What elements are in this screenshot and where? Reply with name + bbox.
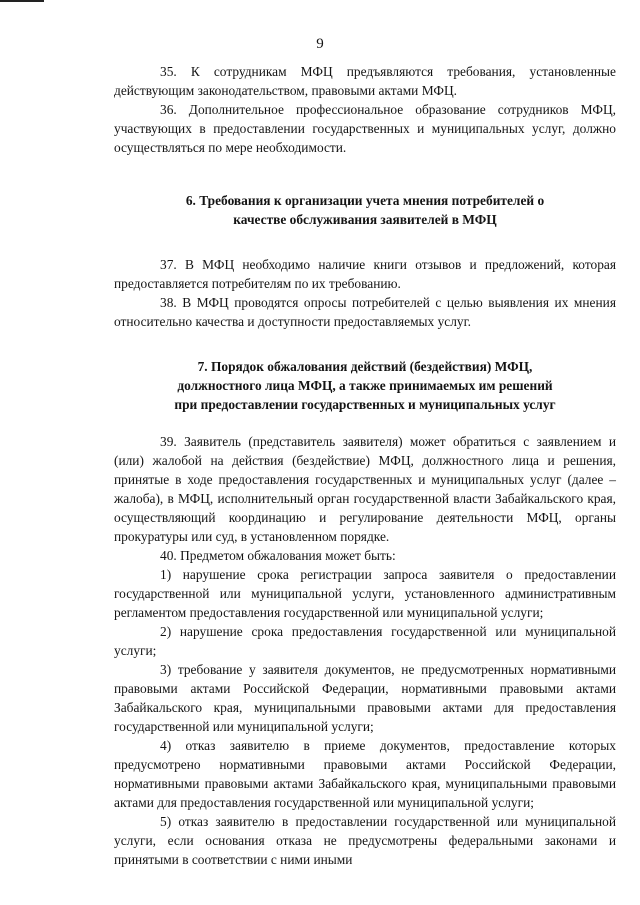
section-6-heading-line-1: 6. Требования к организации учета мнения потребителей о: [185, 193, 545, 208]
list-item-2: 2) нарушение срока предоставления государственной или муниципальной услуги;: [114, 624, 616, 658]
page-body: [114, 62, 616, 869]
paragraph-36: 36. Дополнительное профессиональное образование сотрудников МФЦ, участвующих в предоставлении государственных и муниципальных услуг, должно осуществляться по мере необходимости.: [114, 102, 616, 155]
list-item-4: 4) отказ заявителю в приеме документов, предоставление которых предусмотрено нормативными правовыми актами Российской Федерации, нормативными правовыми актами Забайкальского края, муниципальными правовыми актами для предоставления государственной или муниципальной услуги;: [114, 738, 616, 810]
paragraph-39: 39. Заявитель (представитель заявителя) может обратиться с заявлением и (или) жалобой на действия (бездействие) МФЦ, должностного лица и решения, принятые в ходе предоставления государственных и муниципальных услуг (далее – жалоба), в МФЦ, исполнительный орган государственной власти Забайкальского края, осуществляющий координацию и регулирование деятельности МФЦ, органы прокуратуры или суд, в установленном порядке.: [114, 434, 616, 544]
paragraph-40: 40. Предметом обжалования может быть:: [160, 548, 396, 563]
scan-edge-mark: [0, 0, 44, 2]
list-item-5: 5) отказ заявителю в предоставлении государственной или муниципальной услуги, если основания отказа не предусмотрены федеральными законами и принятыми в соответствии с ними иными: [114, 814, 616, 867]
section-7-heading-line-1: 7. Порядок обжалования действий (бездействия) МФЦ,: [197, 359, 533, 374]
section-6-heading-line-2: качестве обслуживания заявителей в МФЦ: [233, 212, 497, 227]
paragraph-35: 35. К сотрудникам МФЦ предъявляются требования, установленные действующим законодательством, правовыми актами МФЦ.: [114, 64, 616, 98]
section-7-heading-line-2: должностного лица МФЦ, а также принимаемых им решений: [177, 378, 553, 393]
paragraph-37: 37. В МФЦ необходимо наличие книги отзывов и предложений, которая предоставляется потребителям по их требованию.: [114, 257, 616, 291]
list-item-1: 1) нарушение срока регистрации запроса заявителя о предоставлении государственной или муниципальной услуги, установленного административным регламентом предоставления государственной или муниципальной услуги;: [114, 567, 616, 620]
paragraph-38: 38. В МФЦ проводятся опросы потребителей с целью выявления их мнения относительно качества и доступности предоставляемых услуг.: [114, 295, 616, 329]
page-number: 9: [316, 36, 324, 52]
section-7-heading-line-3: при предоставлении государственных и муниципальных услуг: [174, 397, 556, 412]
list-item-3: 3) требование у заявителя документов, не предусмотренных нормативными правовыми актами Российской Федерации, нормативными правовыми актами Забайкальского края, муниципальными правовыми актами для предоставления государственной или муниципальной услуги;: [114, 662, 616, 734]
